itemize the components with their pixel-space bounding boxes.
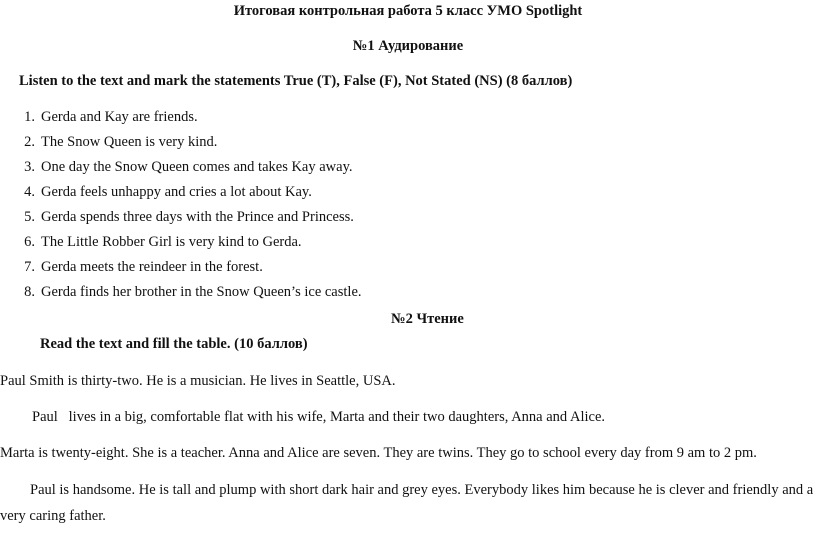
list-item-number: 3. bbox=[24, 159, 35, 175]
paragraph: Paul Smith is thirty-two. He is a musician. He lives in Seattle, USA. bbox=[0, 373, 396, 389]
paragraph-continuation: very caring father. bbox=[0, 508, 106, 524]
list-item-number: 1. bbox=[24, 109, 35, 125]
list-item-text: Gerda meets the reindeer in the forest. bbox=[41, 259, 263, 275]
list-item-number: 2. bbox=[24, 134, 35, 150]
list-item-number: 4. bbox=[24, 184, 35, 200]
document-title: Итоговая контрольная работа 5 класс УМО Spotlight bbox=[233, 3, 583, 19]
list-item-number: 6. bbox=[24, 234, 35, 250]
paragraph: Marta is twenty-eight. She is a teacher. Anna and Alice are seven. They are twins. They go to school every day from 9 am to 2 pm. bbox=[0, 445, 757, 461]
section2-heading: №2 Чтение bbox=[391, 311, 464, 327]
list-item-text: Gerda finds her brother in the Snow Queen’s ice castle. bbox=[41, 284, 362, 300]
paragraph: Paul is handsome. He is tall and plump with short dark hair and grey eyes. Everybody likes him because he is clever and friendly and a bbox=[30, 482, 814, 498]
list-item-text: The Snow Queen is very kind. bbox=[41, 134, 218, 150]
list-item bbox=[17, 183, 797, 201]
list-item-text: One day the Snow Queen comes and takes Kay away. bbox=[41, 159, 353, 175]
list-item bbox=[17, 208, 797, 226]
list-item bbox=[17, 108, 797, 126]
list-item-number: 5. bbox=[24, 209, 35, 225]
list-item-text: Gerda and Kay are friends. bbox=[41, 109, 198, 125]
list-item-text: Gerda feels unhappy and cries a lot about Kay. bbox=[41, 184, 312, 200]
list-item-number: 7. bbox=[24, 259, 35, 275]
section1-instruction: Listen to the text and mark the statements True (T), False (F), Not Stated (NS) (8 баллов) bbox=[19, 73, 573, 89]
list-item bbox=[17, 283, 797, 301]
list-item bbox=[17, 233, 797, 251]
list-item bbox=[17, 158, 797, 176]
list-item-text: Gerda spends three days with the Prince and Princess. bbox=[41, 209, 354, 225]
list-item-number: 8. bbox=[24, 284, 35, 300]
list-item-text: The Little Robber Girl is very kind to Gerda. bbox=[41, 234, 302, 250]
section2-instruction: Read the text and fill the table. (10 баллов) bbox=[40, 336, 308, 352]
list-item bbox=[17, 133, 797, 151]
list-item bbox=[17, 258, 797, 276]
section1-heading: №1 Аудирование bbox=[352, 38, 464, 54]
paragraph: Paul lives in a big, comfortable flat with his wife, Marta and their two daughters, Anna and Alice. bbox=[32, 409, 606, 425]
